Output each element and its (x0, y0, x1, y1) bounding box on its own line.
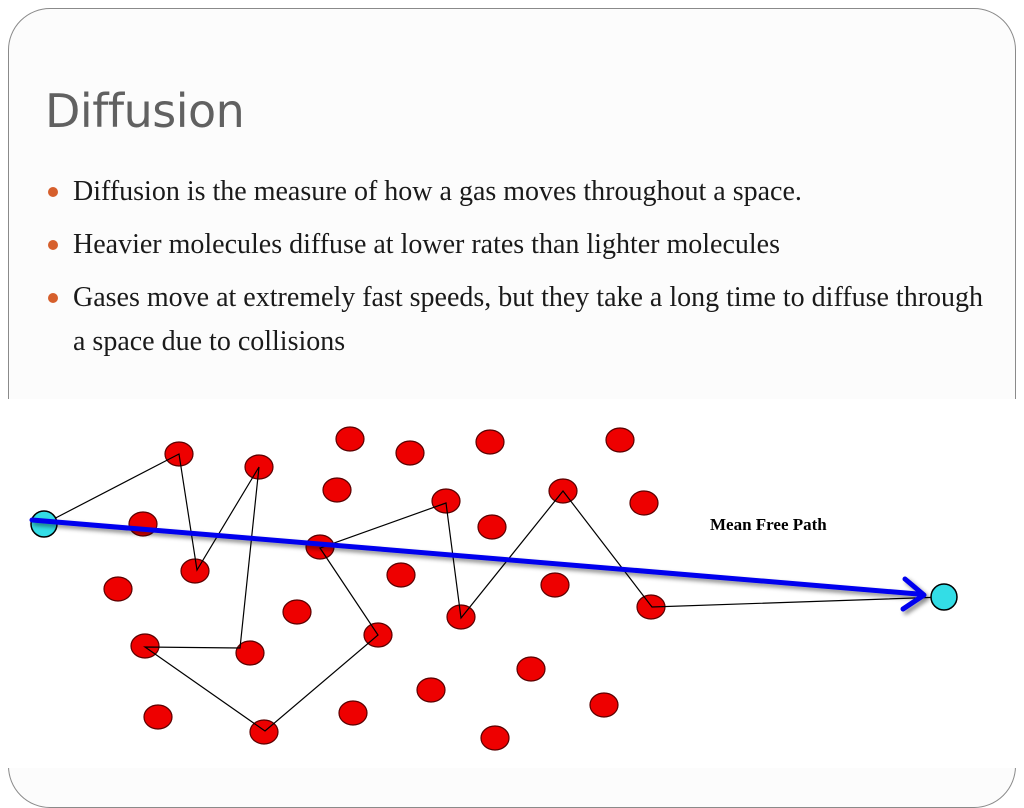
gas-molecule (339, 701, 367, 725)
gas-molecule (387, 563, 415, 587)
slide-title: Diffusion (45, 84, 245, 138)
gas-molecule (481, 726, 509, 750)
gas-molecule (432, 489, 460, 513)
gas-molecule (478, 515, 506, 539)
bullet-list (48, 170, 988, 373)
bullet-dot-icon (48, 293, 58, 303)
gas-molecule (417, 678, 445, 702)
gas-molecule (476, 430, 504, 454)
gas-molecule (396, 441, 424, 465)
collision-path-line (44, 454, 944, 731)
gas-molecule (517, 657, 545, 681)
bullet-text: Gases move at extremely fast speeds, but they take a long time to diffuse through a space due to collisions (73, 282, 984, 357)
gas-molecule (323, 478, 351, 502)
gas-molecule (336, 427, 364, 451)
gas-molecule (630, 491, 658, 515)
bullet-dot-icon (48, 240, 58, 250)
gas-molecule (590, 693, 618, 717)
gas-molecule (181, 559, 209, 583)
gas-molecule (606, 428, 634, 452)
gas-molecule (283, 600, 311, 624)
molecule-group (104, 427, 665, 750)
tracked-molecule-end (931, 584, 957, 610)
mean-free-path-label: Mean Free Path (710, 515, 827, 534)
bullet-dot-icon (48, 187, 58, 197)
gas-molecule (144, 705, 172, 729)
bullet-text: Heavier molecules diffuse at lower rates than lighter molecules (73, 229, 780, 260)
mean-free-path-diagram (0, 399, 1024, 768)
gas-molecule (541, 573, 569, 597)
bullet-item (48, 170, 988, 214)
diagram-svg (0, 399, 1024, 768)
bullet-item (48, 276, 988, 364)
gas-molecule (104, 577, 132, 601)
bullet-text: Diffusion is the measure of how a gas moves throughout a space. (73, 176, 802, 207)
bullet-item (48, 223, 988, 267)
